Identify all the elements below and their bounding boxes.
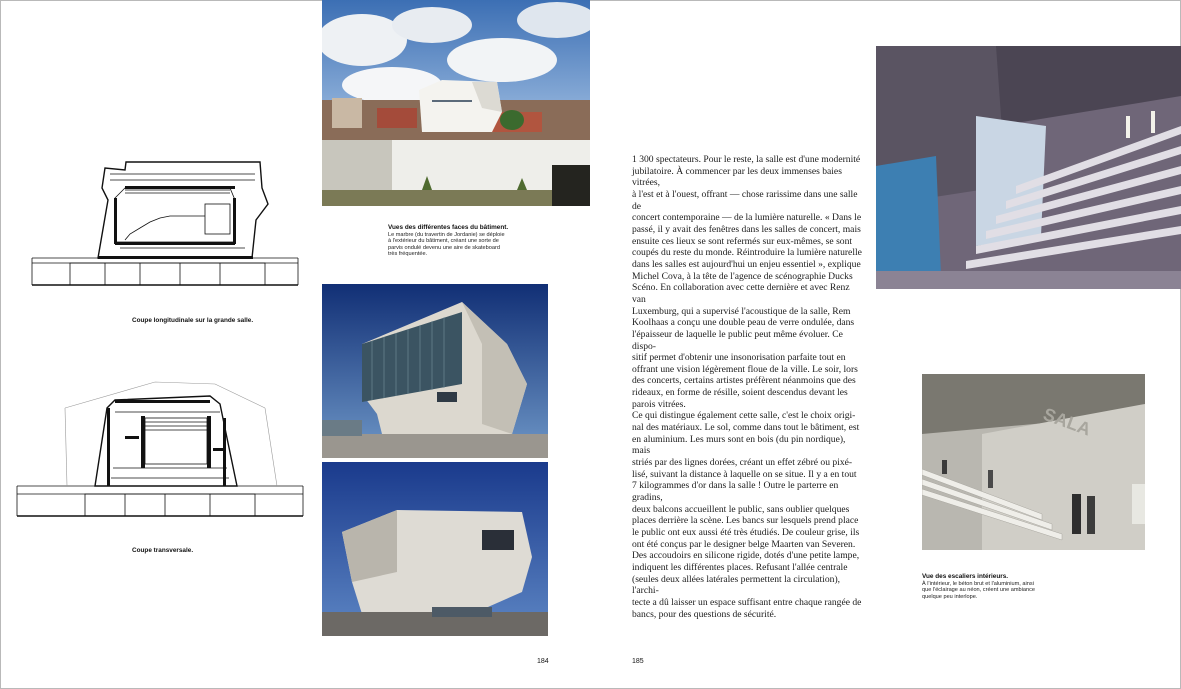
caption-section-longitudinal: Coupe longitudinale sur la grande salle. <box>132 317 254 324</box>
photo-interior-staircase-glass <box>876 46 1181 289</box>
section-drawing-transversal <box>15 378 305 530</box>
page-number-left: 184 <box>537 658 549 665</box>
photo-interior-stairs-people <box>922 374 1145 550</box>
section-drawing-longitudinal <box>30 160 300 300</box>
caption-facades-body: Le marbre (du travertin de Jordanie) se déploie à l'extérieur du bâtiment, créant une sorte de parvis ondulé devenu une aire de skateboard très fréquentée. <box>388 232 505 258</box>
photo-building-dusk <box>322 462 548 636</box>
wall-sign-text: SALA <box>1040 403 1094 440</box>
caption-section-transversal: Coupe transversale. <box>132 547 194 554</box>
caption-stairs-body: À l'intérieur, le béton brut et l'aluminium, ainsi que l'éclairage au néon, créent une ambiance quelque peu interlope. <box>922 581 1036 600</box>
article-body-text: 1 300 spectateurs. Pour le reste, la salle est d'une modernité jubilatoire. À commencer par les deux immenses baies vitrées, à l'est et à l'ouest, offrant — chose rarissime dans une salle de concert contemporaine — de la lumière naturelle. « Dans le passé, il y avait des fenêtres dans les salles de concert, mais ensuite ces lieux se sont refermés sur eux-mêmes, se sont coupés du reste du monde. Réintroduire la lumière naturelle dans les salles est aujourd'hui un enjeu essentiel », explique Michel Cova, à la tête de l'agence de scénographie Ducks Scéno. En collaboration avec cette dernière et avec Renz van Luxemburg, qui a supervisé l'acoustique de la salle, Rem Koolhaas a conçu une double peau de verre ondulée, dans l'épaisseur de laquelle le public peut même évoluer. Ce dispo- sitif permet d'obtenir une insonorisation parfaite tout en offrant une vision légèrement floue de la ville. Le soir, lors des concerts, certains artistes préfèrent néanmoins que des rideaux, en forme de résille, soient descendus devant les parois vitrées. Ce qui distingue également cette salle, c'est le choix origi- nal des matériaux. Le sol, comme dans tout le bâtiment, est en aluminium. Les murs sont en bois (du pin nordique), mais striés par des lignes dorées, créant un effet zébré ou pixé- lisé, suivant la distance à laquelle on se situe. Il y a en tout 7 kilogrammes d'or dans la salle ! Outre le parterre en gradins, deux balcons accueillent le public, sans oublier quelques places derrière la scène. Les bancs sur lesquels prend place le public ont eux aussi été très étudiés. De couleur grise, ils ont été conçus par le designer belge Maarten van Severen. Des accoudoirs en silicone rigide, dotés d'une petite lampe, indiquent les différentes places. Refusant l'allée centrale (seules deux allées latérales permettent la circulation), l'archi- tecte a dû laisser un espace suffisant entre chaque rangée de bancs, pour des questions de sécurité. <box>632 154 862 620</box>
caption-facades-title: Vues des différentes faces du bâtiment. <box>388 224 509 231</box>
page-number-right: 185 <box>632 658 644 665</box>
caption-stairs-title: Vue des escaliers intérieurs. <box>922 573 1009 580</box>
photo-exterior-city-view <box>322 0 590 206</box>
photo-building-facade-blue-sky <box>322 284 548 458</box>
